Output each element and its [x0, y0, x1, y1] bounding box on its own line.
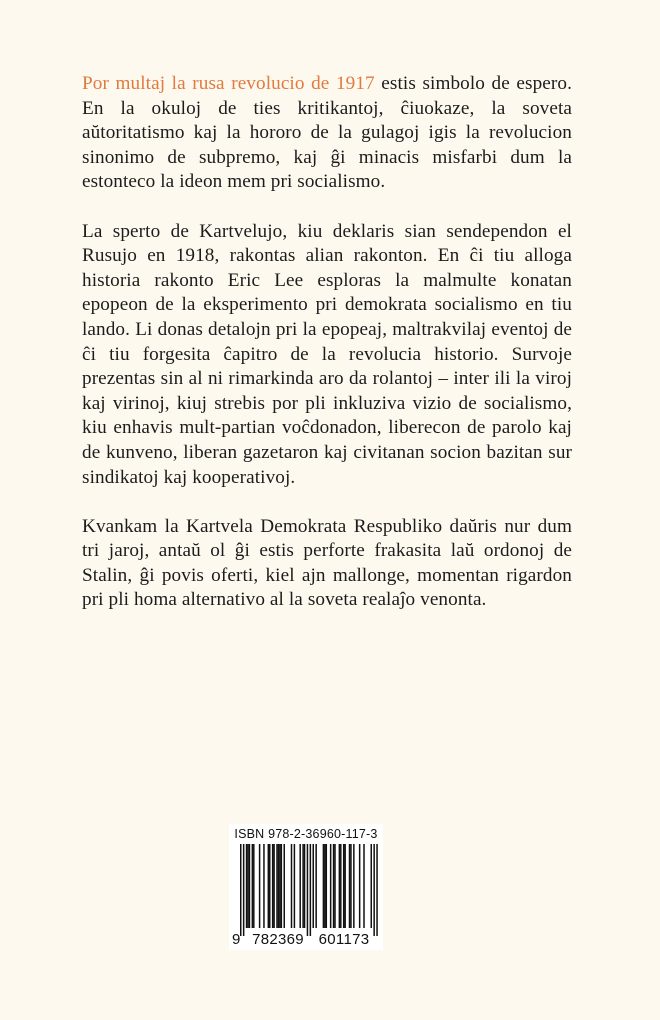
barcode-bar: [243, 844, 245, 936]
blurb-paragraph-1-rest: estis simbolo de espero. En la okuloj de ties kritikantoj, ĉiuokaze, la soveta aŭtoritatismo kaj la hororo de la gulagoj igis la revolucion sinonimo de subpremo, kaj ĝi minacis misfarbi dum la estonteco la ideon mem pri socialismo.: [82, 73, 572, 193]
barcode-bar: [334, 844, 336, 928]
barcode-bar: [333, 844, 335, 928]
barcode-bar: [279, 844, 281, 928]
barcode-bar: [323, 844, 325, 928]
barcode-bar: [307, 844, 309, 936]
barcode-bar: [340, 844, 342, 928]
barcode-bar: [326, 844, 328, 928]
barcode-bar: [376, 844, 378, 936]
barcode-bar: [253, 844, 255, 928]
barcode-bar: [294, 844, 296, 928]
barcode-bar: [349, 844, 351, 928]
barcode-bar: [324, 844, 326, 928]
barcode-bar: [343, 844, 345, 928]
barcode-bar: [247, 844, 249, 928]
blurb-paragraph-1: [82, 72, 572, 195]
barcode-bar: [373, 844, 375, 936]
barcode-bar: [269, 844, 271, 928]
barcode-bar: [359, 844, 361, 928]
barcode-bar: [284, 844, 286, 928]
barcode-bar: [259, 844, 261, 928]
isbn-label: ISBN 978-2-36960-117-3: [234, 827, 378, 841]
barcode-bar: [246, 844, 248, 928]
barcode-digits-left: 782369: [252, 931, 304, 948]
barcode-bar: [278, 844, 280, 928]
barcode-bar: [344, 844, 346, 928]
barcode-bar: [273, 844, 275, 928]
barcode-bar: [302, 844, 304, 928]
barcode-bar: [291, 844, 293, 928]
blurb-highlight: Por multaj la rusa revolucio de 1917: [82, 73, 375, 94]
barcode-digits-right: 601173: [318, 931, 370, 948]
barcode-bar: [304, 844, 306, 928]
barcode-bar: [240, 844, 242, 936]
barcode-bar: [276, 844, 278, 928]
barcode-bar: [249, 844, 251, 928]
barcode-bar: [310, 844, 312, 936]
barcode-bar: [371, 844, 373, 928]
barcode-bar: [350, 844, 352, 928]
barcode-bar: [330, 844, 332, 928]
barcode-bar: [263, 844, 265, 928]
barcode-bar: [313, 844, 315, 928]
barcode-bar: [268, 844, 270, 928]
blurb-paragraph-3: Kvankam la Kartvela Demokrata Respubliko daŭris nur dum tri jaroj, antaŭ ol ĝi estis perforte frakasita laŭ ordonoj de Stalin, ĝi povis oferti, kiel ajn mallonge, momentan rigardon pri pli homa alternativo al la soveta realaĵo venonta.: [82, 515, 572, 611]
blurb-paragraph-2: La sperto de Kartvelujo, kiu deklaris sian sendependon el Rusujo en 1918, rakontas alian rakonton. En ĉi tiu alloga historia rakonto Eric Lee esploras la malmulte konatan epopeon de la eksperimento pri demokrata socialismo en tiu lando. Li donas detalojn pri la epopeaj, maltrakvilaj eventoj de ĉi tiu forgesita ĉapitro de la revolucia historio. Survoje prezentas sin al ni rimarkinda aro da rolantoj – inter ili la viroj kaj virinoj, kiuj strebis por pli inkluziva vizio de socialismo, kiu enhavis mult-partian voĉdonadon, liberecon de parolo kaj de kunveno, liberan gazetaron kaj civitanan socion bazitan sur sindikatoj kaj kooperativoj.: [82, 220, 572, 488]
barcode-bar: [339, 844, 341, 928]
isbn-barcode: [229, 824, 383, 950]
barcode-bar: [299, 844, 301, 928]
blurb-text: [82, 72, 572, 638]
barcode-bar: [272, 844, 274, 928]
barcode-bar: [363, 844, 365, 928]
barcode-bar: [315, 844, 317, 928]
barcode-bar: [353, 844, 355, 928]
barcode-bar: [281, 844, 283, 928]
barcode-digit-lead: 9: [232, 931, 241, 948]
barcode-bar: [252, 844, 254, 928]
